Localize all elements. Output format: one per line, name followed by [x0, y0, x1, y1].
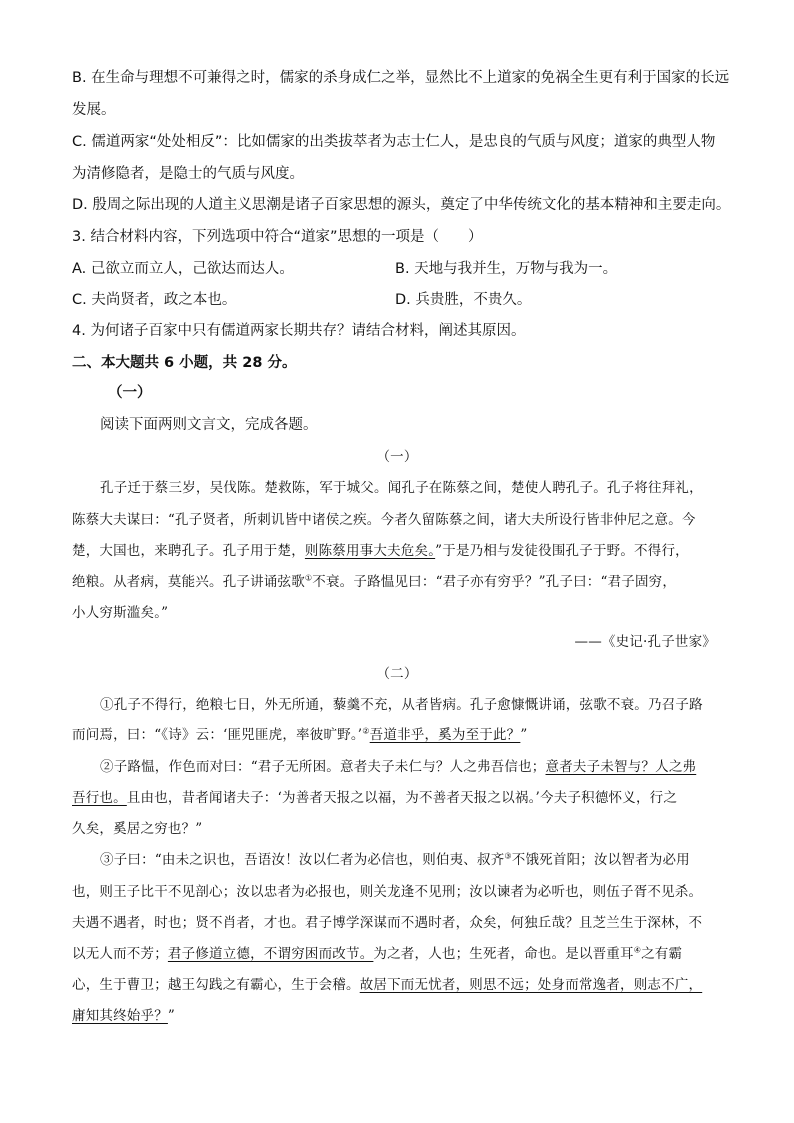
underlined-sentence: 则陈蔡用事大夫危矣。	[304, 543, 436, 559]
passage2-line	[72, 973, 702, 993]
passage2-line: 久矣，奚居之穷也？”	[72, 821, 203, 837]
passage2-line	[100, 755, 696, 775]
q3-option-c: C. 夫尚贤者，政之本也。	[72, 292, 237, 308]
passage2-line	[72, 723, 527, 743]
section-heading: 二、本大题共 6 小题，共 28 分。	[72, 355, 297, 371]
underlined-sentence: 君子修道立德，不谓穷困而改节。	[167, 946, 374, 962]
q2-option-d: D. 殷周之际出现的人道主义思潮是诸子百家思想的源头，奠定了中华传统文化的基本精神和主要走向。	[72, 197, 731, 213]
footnote-marker: ④	[633, 945, 642, 955]
underlined-sentence: 故居下而无忧者，则思不远；处身而常逸者，则志不广，	[359, 977, 703, 993]
passage2-text: 不饿死首阳；汝以智者为必用	[511, 852, 690, 868]
passage2-text: 而问焉，曰：“《诗》云：‘匪兕匪虎，率彼旷野。’	[72, 727, 363, 743]
underlined-sentence: 吾道非乎，奚为至于此？	[369, 727, 521, 743]
passage2-line: 也，则王子比干不见剖心；汝以忠者为必报也，则关龙逢不见刑；汝以谏者为必听也，则伍子胥不见杀。	[72, 884, 703, 900]
passage2-text: ②子路愠，作色而对曰：“君子无所困。意者夫子未仁与？人之弗吾信也；	[100, 759, 546, 775]
passage2-text: ③子曰：“由未之识也，吾语汝！汝以仁者为必信也，则伯夷、叔齐	[100, 852, 505, 868]
q2-option-c-line1: C. 儒道两家“处处相反”：比如儒家的出类拔萃者为志士仁人，是忠良的气质与风度；道家的典型人物	[72, 134, 716, 150]
section-subheading: （一）	[108, 385, 152, 401]
passage1-text: 楚，大国也，来聘孔子。孔子用于楚，	[72, 543, 305, 559]
passage2-line: ①孔子不得行，绝粮七日，外无所通，藜羹不充，从者皆病。孔子愈慷慨讲诵，弦歌不衰。乃召子路	[100, 697, 703, 713]
q4-stem: 4. 为何诸子百家中只有儒道两家长期共存？请结合材料，阐述其原因。	[72, 323, 526, 339]
reading-instruction: 阅读下面两则文言文，完成各题。	[100, 417, 318, 433]
passage1-line: 小人穷斯滥矣。”	[72, 605, 169, 621]
q2-option-b-line2: 发展。	[72, 102, 116, 118]
passage1-line: 孔子迁于蔡三岁，吴伐陈。楚救陈，军于城父。闻孔子在陈蔡之间，楚使人聘孔子。孔子将往拜礼，	[100, 480, 703, 496]
passage2-text: ”	[167, 1008, 176, 1024]
footnote-marker: ①	[304, 573, 313, 583]
q3-option-d: D. 兵贵胜，不贵久。	[395, 292, 532, 308]
q3-stem: 3. 结合材料内容，下列选项中符合“道家”思想的一项是（ ）	[72, 229, 483, 245]
q2-option-b-line1: B. 在生命与理想不可兼得之时，儒家的杀身成仁之举，显然比不上道家的免祸全生更有利于国家的长远	[72, 70, 730, 86]
q3-option-a: A. 己欲立而立人，己欲达而达人。	[72, 261, 294, 277]
passage2-text: ”	[520, 727, 528, 743]
passage2-line	[72, 786, 677, 806]
passage1-text: ”于是乃相与发徒役围孔子于野。不得行，	[435, 543, 689, 559]
passage1-text: 不衰。子路愠见曰：“君子亦有穷乎？”孔子曰：“君子固穷，	[312, 574, 677, 590]
passage2-text: 以无人而不芳；	[72, 946, 168, 962]
passage2-line	[72, 1004, 175, 1024]
passage1-line	[72, 539, 689, 559]
footnote-marker: ②	[362, 726, 370, 736]
underlined-sentence: 庸知其终始乎？	[72, 1008, 168, 1024]
passage1-line: 陈蔡大夫谋曰：“孔子贤者，所刺讥皆中诸侯之疾。今者久留陈蔡之间，诸大夫所设行皆非仲尼之意。今	[72, 512, 696, 528]
passage2-text: 且由也，昔者闻诸夫子：‘为善者天报之以福，为不善者天报之以祸。’今夫子积德怀义，行之	[126, 790, 678, 806]
passage2-line: 夫遇不遇者，时也；贤不肖者，才也。君子博学深谋而不遇时者，众矣，何独丘哉？且芝兰生于深林，不	[72, 915, 703, 931]
passage2-line	[72, 942, 682, 962]
passage2-title: （二）	[376, 666, 418, 682]
passage1-title: （一）	[376, 449, 418, 465]
passage1-source: ——《史记·孔子世家》	[574, 634, 716, 650]
underlined-sentence: 吾行也。	[72, 790, 127, 806]
q3-option-b: B. 天地与我并生，万物与我为一。	[395, 261, 618, 277]
q2-option-c-line2: 为清修隐者，是隐士的气质与风度。	[72, 166, 304, 182]
passage2-text: 为之者，人也；生死者，命也。是以晋重耳	[373, 946, 634, 962]
passage1-line	[72, 570, 676, 590]
underlined-sentence: 意者夫子未智与？人之弗	[545, 759, 697, 775]
passage1-text: 绝粮。从者病，莫能兴。孔子讲诵弦歌	[72, 574, 305, 590]
footnote-marker: ③	[504, 851, 512, 861]
passage2-line	[100, 848, 690, 868]
passage2-text: 之有霸	[641, 946, 683, 962]
passage2-text: 心，生于曹卫；越王勾践之有霸心，生于会稽。	[72, 977, 360, 993]
